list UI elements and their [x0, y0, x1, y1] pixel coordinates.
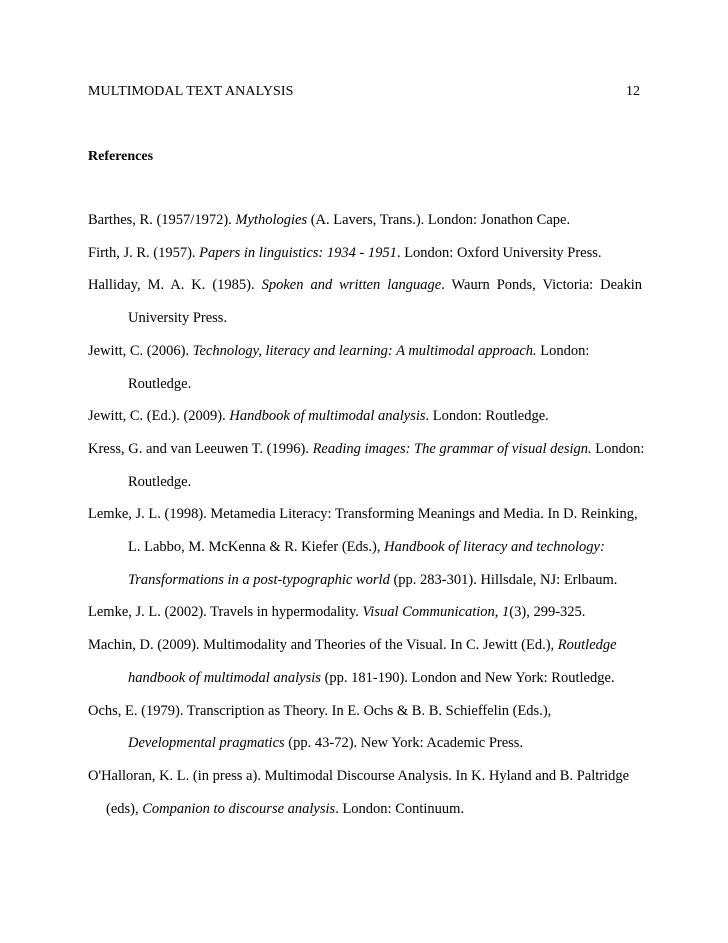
reference-italic-text: Routledge [557, 637, 617, 654]
reference-italic-text: Handbook of literacy and technology: [384, 539, 605, 555]
reference-text: O'Halloran, K. L. (in press a). Multimodal Discourse Analysis. In K. Hyland and B. Paltridge [88, 767, 630, 784]
reference-continuation [128, 472, 191, 492]
reference-entry [88, 701, 551, 721]
reference-italic-text: Companion to discourse analysis [142, 800, 336, 817]
reference-entry [88, 210, 570, 230]
reference-italic-text: Transformations in a post-typographic world [128, 571, 390, 588]
reference-text: Ochs, E. (1979). Transcription as Theory. In E. Ochs & B. B. Schieffelin (Eds.), [88, 702, 552, 719]
reference-text: . London: Oxford University Press. [396, 244, 602, 261]
running-head: MULTIMODAL TEXT ANALYSIS [88, 84, 294, 99]
reference-italic-text: Mythologies [235, 212, 308, 228]
reference-continuation [128, 374, 191, 394]
reference-italic-text: handbook of multimodal analysis [128, 669, 321, 686]
reference-entry [88, 439, 644, 459]
reference-text: . Waurn Ponds, Victoria: Deakin [441, 277, 642, 294]
reference-text: London: [591, 440, 645, 457]
reference-italic-text: Developmental pragmatics [128, 735, 285, 752]
reference-entry [88, 406, 549, 426]
reference-text: Machin, D. (2009). Multimodality and Theories of the Visual. In C. Jewitt (Ed.), [88, 637, 558, 654]
reference-continuation [128, 308, 227, 328]
reference-continuation [128, 570, 617, 590]
reference-text: . London: Routledge. [425, 408, 549, 425]
reference-entry [88, 504, 638, 524]
reference-italic-text: Reading images: The grammar of visual design. [312, 440, 592, 457]
reference-text: Routledge. [128, 473, 192, 490]
reference-text: Barthes, R. (1957/1972). [88, 212, 236, 228]
reference-entry [88, 766, 629, 786]
reference-italic-text: Spoken and written language [261, 277, 442, 294]
reference-text: Lemke, J. L. (1998). Metamedia Literacy: Transforming Meanings and Media. In D. Reinking, [88, 506, 638, 523]
reference-italic-text: Handbook of multimodal analysis [229, 408, 426, 425]
reference-text: Lemke, J. L. (2002). Travels in hypermodality. [88, 604, 363, 621]
reference-text: (3), 299-325. [509, 604, 586, 621]
page-header [88, 84, 640, 104]
reference-text: (pp. 283-301). Hillsdale, NJ: Erlbaum. [389, 571, 618, 588]
reference-text: L. Labbo, M. McKenna & R. Kiefer (Eds.), [128, 539, 385, 555]
reference-text: (pp. 181-190). London and New York: Routledge. [320, 669, 615, 686]
reference-text: (A. Lavers, Trans.). London: Jonathon Cape. [307, 212, 571, 228]
reference-text: Routledge. [128, 375, 192, 392]
reference-text: Firth, J. R. (1957). [88, 244, 200, 261]
reference-entry [88, 602, 585, 622]
reference-text: (eds), [106, 800, 143, 817]
reference-text: Kress, G. and van Leeuwen T. (1996). [88, 440, 313, 457]
reference-text: Jewitt, C. (Ed.). (2009). [88, 408, 230, 425]
reference-entry [88, 341, 589, 361]
page-number: 12 [626, 84, 640, 99]
reference-text: . London: Continuum. [335, 800, 465, 817]
reference-entry [88, 635, 617, 655]
reference-entry [88, 275, 642, 295]
reference-continuation [106, 799, 464, 819]
reference-entry [88, 243, 602, 263]
reference-text: (pp. 43-72). New York: Academic Press. [284, 735, 524, 752]
reference-text: University Press. [128, 310, 228, 327]
reference-text: Halliday, M. A. K. (1985). [88, 277, 262, 294]
section-title: References [88, 149, 154, 164]
reference-continuation [128, 733, 523, 753]
reference-italic-text: Technology, literacy and learning: A multimodal approach. [192, 342, 537, 359]
reference-italic-text: Visual Communication, 1 [362, 604, 510, 621]
reference-italic-text: Papers in linguistics: 1934 - 1951 [199, 244, 397, 261]
reference-text: London: [536, 342, 590, 359]
reference-continuation [128, 537, 605, 557]
reference-text: Jewitt, C. (2006). [88, 342, 193, 359]
reference-continuation [128, 668, 615, 688]
